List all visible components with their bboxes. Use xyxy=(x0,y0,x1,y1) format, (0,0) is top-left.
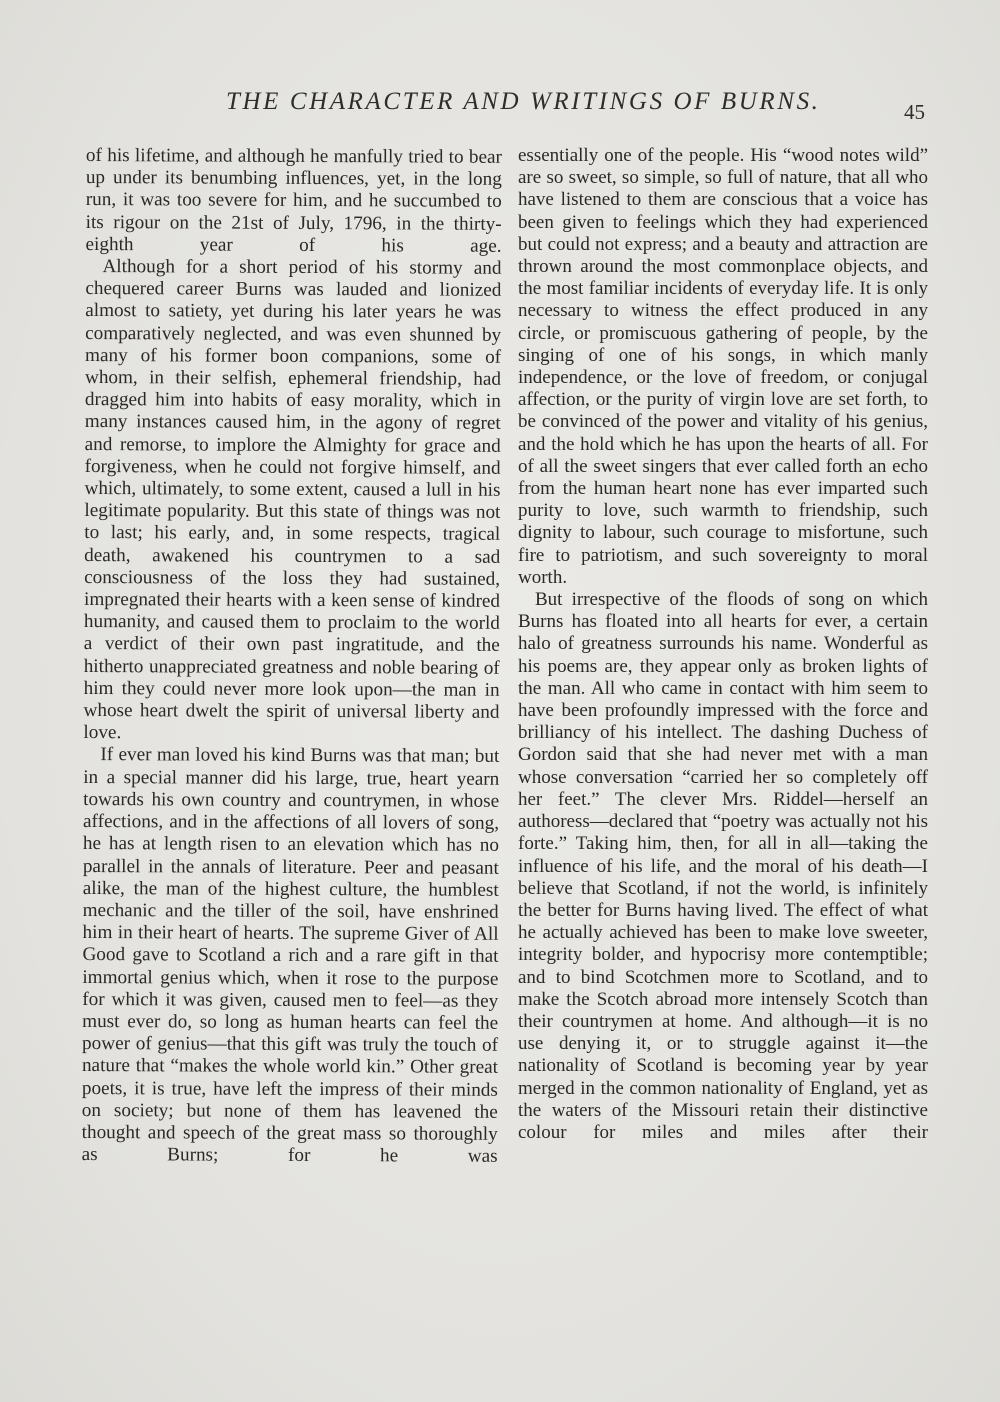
running-head xyxy=(0,88,1000,124)
paragraph: But irrespective of the floods of song on which Burns has floated into all hearts for ever, a certain halo of greatness surrounds his name. Wonderful as his poems are, they appear only as broken lights of the man. All who came in contact with him seem to have been profoundly impressed with the force and brilliancy of his intellect. The dashing Duchess of Gordon said that she had never met with a man whose conversation “carried her so completely off her feet.” The clever Mrs. Riddel—herself an authoress—declared that “poetry was actually not his forte.” Taking him, then, for all in all—taking the influence of his life, and the moral of his death—I believe that Scotland, if not the world, is infinitely the better for Burns having lived. The effect of what he actually achieved has been to make love sweeter, integrity bolder, and hypocrisy more contemptible; and to bind Scotchmen more to Scotland, and to make the Scotch abroad more intensely Scotch than their countrymen at home. And although—it is no use denying it, or to struggle against it—the nationality of Scotland is becoming year by year merged in the common nationality of England, yet as the waters of the Missouri retain their distinctive colour for miles and miles after their xyxy=(518,589,928,1143)
right-column xyxy=(518,145,928,1144)
paragraph: essentially one of the people. His “wood notes wild” are so sweet, so simple, so full of nature, that all who have listened to them are conscious that a voice has been given to feelings which they had experienced but could not express; and a beauty and attraction are thrown around the most commonplace objects, and the most familiar incidents of everyday life. It is only necessary to witness the effect produced in any circle, or promiscuous gathering of people, by the singing of one of his songs, in which manly independence, or the love of freedom, or conjugal affection, or the purity of virgin love are set forth, to be convinced of the power and vitality of his genius, and the hold which he has upon the hearts of all. For of all the sweet singers that ever called forth an echo from the human heart none has ever imparted such purity to love, such warmth to friendship, such dignity to labour, such courage to misfortune, such fire to patriotism, and such sovereignty to moral worth. xyxy=(518,145,928,588)
paragraph: of his lifetime, and although he manfully tried to bear up under its benumbing influences, yet, in the long run, it was too severe for him, and he succumbed to its rigour on the 21st of July, 1796, in the thirty-eighth year of his age. xyxy=(85,145,502,257)
left-column xyxy=(82,145,502,1168)
paragraph: Although for a short period of his stormy and chequered career Burns was lauded and lionized almost to satiety, yet during his later years he was comparatively neglected, and was even shunned by many of his former boon companions, some of whom, in their selfish, ephemeral friendship, had dragged him into habits of easy morality, which in many instances caused him, in the agony of regret and remorse, to implore the Almighty for grace and forgiveness, when he could not forgive himself, and which, ultimately, to some extent, caused a lull in his legitimate popularity. But this state of things was not to last; his early, and, in some respects, tragical death, awakened his countrymen to a sad consciousness of the loss they had sustained, impregnated their hearts with a keen sense of kindred humanity, and caused them to proclaim to the world a verdict of their own past ingratitude, and the hitherto unappreciated greatness and noble bearing of him they could never more look upon—the man in whose heart dwelt the spirit of universal liberty and love. xyxy=(83,256,502,744)
paragraph: If ever man loved his kind Burns was that man; but in a special manner did his large, true, heart yearn towards his own country and countrymen, in whose affections, and in the affections of all lovers of song, he has at length risen to an elevation which has no parallel in the annals of literature. Peer and peasant alike, the man of the highest culture, the humblest mechanic and the tiller of the soil, have enshrined him in their heart of hearts. The supreme Giver of All Good gave to Scotland a rich and a rare gift in that immortal genius which, when it rose to the purpose for which it was given, caused men to feel—as they must ever do, so long as human hearts can feel the power of genius—that this gift was truly the touch of nature that “makes the whole world kin.” Other great poets, it is true, have left the impress of their minds on society; but none of them has leavened the thought and speech of the great mass so thoroughly as Burns; for he was xyxy=(81,744,500,1167)
running-title: THE CHARACTER AND WRITINGS OF BURNS. xyxy=(226,88,821,115)
page-number: 45 xyxy=(904,100,925,124)
